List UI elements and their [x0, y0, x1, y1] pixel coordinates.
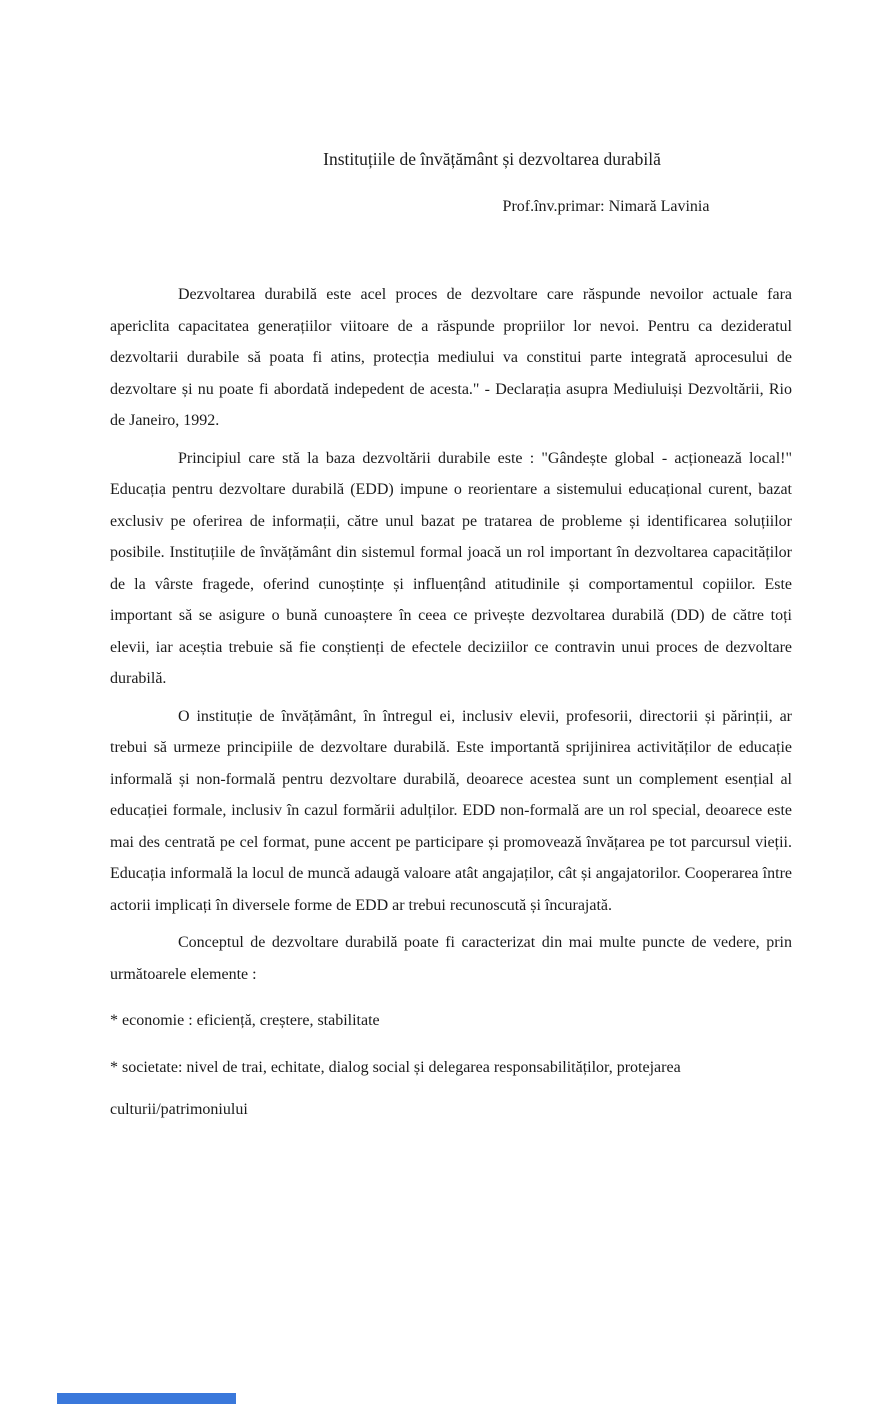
document-title: Instituțiile de învățământ și dezvoltarea durabilă	[323, 149, 661, 169]
list-item-continuation: culturii/patrimoniului	[110, 1101, 248, 1118]
author-byline: Prof.înv.primar: Nimară Lavinia	[502, 198, 710, 215]
blue-accent-bar	[57, 1393, 236, 1404]
paragraph-institution: O instituție de învățământ, în întregul ei, inclusiv elevii, profesorii, directorii și părinții, ar trebui să urmeze principiile de dezvoltare durabilă. Este importantă sprijinirea activităților de educație informală și non-formală pentru dezvoltare durabilă, deoarece acestea sunt un complement esențial al educației formale, inclusiv în cazul formării adulților. EDD non-formală are un rol special, deoarece este mai des centrată pe cel format, pune accent pe participare și promovează învățarea pe tot parcursul vieții. Educația informală la locul de muncă adaugă valoare atât angajaților, cât și angajatorilor. Cooperarea între actorii implicați în diversele forme de EDD ar trebui recunoscută și încurajată.	[110, 707, 792, 914]
paragraph-principle: Principiul care stă la baza dezvoltării durabile este : "Gândește global - acționează local!" Educația pentru dezvoltare durabilă (EDD) impune o reorientare a sistemului educațional curent, bazat exclusiv pe oferirea de informații, către unul bazat pe tratarea de probleme și identificarea soluțiilor posibile. Instituțiile de învățământ din sistemul formal joacă un rol important în dezvoltarea capacităților de la vârste fragede, oferind cunoștințe și influențând atitudinile și comportamentul copiilor. Este important să se asigure o bună cunoaștere în ceea ce privește dezvoltarea durabilă (DD) de către toți elevii, iar aceștia trebuie să fie conștienți de efectele deciziilor ce contravin unui proces de dezvoltare durabilă.	[110, 449, 792, 687]
paragraph-intro: Dezvoltarea durabilă este acel proces de dezvoltare care răspunde nevoilor actuale fara apericlita capacitatea generațiilor viitoare de a răspunde propriilor lor nevoi. Pentru ca dezideratul dezvoltarii durabile să poata fi atins, protecția mediului va constitui parte integrată aprocesului de dezvoltare și nu poate fi abordată indepedent de acesta." - Declarația asupra Mediuluiși Dezvoltării, Rio de Janeiro, 1992.	[110, 286, 792, 429]
document-page	[0, 146, 892, 1408]
list-item-economie: * economie : eficiență, creștere, stabilitate	[110, 1012, 380, 1029]
paragraph-concept: Conceptul de dezvoltare durabilă poate fi caracterizat din mai multe puncte de vedere, prin următoarele elemente :	[110, 934, 792, 983]
list-item-societate: * societate: nivel de trai, echitate, dialog social și delegarea responsabilităților, protejarea	[110, 1058, 681, 1076]
